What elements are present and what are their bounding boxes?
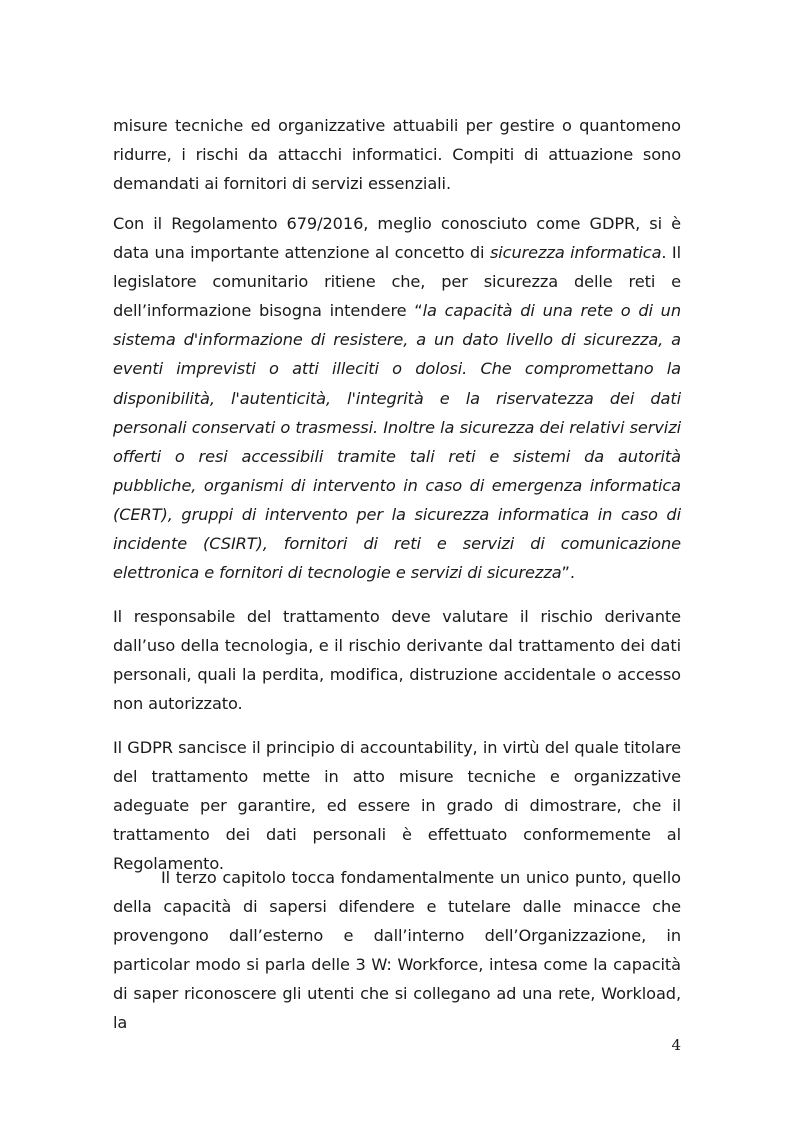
italic-term-sicurezza-informatica: sicurezza informatica	[489, 243, 662, 263]
paragraph-accountability: Il GDPR sancisce il principio di accountability, in virtù del quale titolare del trattamento mette in atto misure tecniche e organizzative adeguate per garantire, ed essere in grado di dimostrare, che il trattamento dei dati personali è effettuato conformemente al Regolamento.	[113, 738, 681, 874]
paragraph-third-chapter: Il terzo capitolo tocca fondamentalmente un unico punto, quello della capacità di sapersi difendere e tutelare dalle minacce che provengono dall’esterno e dall’interno dell’Organizzazione, in particolar modo si parla delle 3 W: Workforce, intesa come la capacità di saper riconoscere gli utenti che si collegano ad una rete, Workload, la	[113, 868, 681, 1033]
paragraph-gdpr-closing: ”.	[561, 563, 575, 583]
paragraph-security-measures: misure tecniche ed organizzative attuabili per gestire o quantomeno ridurre, i rischi da attacchi informatici. Compiti di attuazione sono demandati ai fornitori di servizi essenziali.	[113, 116, 681, 194]
italic-quotation: la capacità di una rete o di un sistema d'informazione di resistere, a un dato livello di sicurezza, a eventi imprevisti o atti illeciti o dolosi. Che compromettano la disponibilità, l'autenticità, l'integrità e la riservatezza dei dati personali conservati o trasmessi. Inoltre la sicurezza dei relativi servizi offerti o resi accessibili tramite tali reti e sistemi da autorità pubbliche, organismi di intervento in caso di emergenza informatica (CERT), gruppi di intervento per la sicurezza informatica in caso di incidente (CSIRT), fornitori di reti e servizi di comunicazione elettronica e fornitori di tecnologie e servizi di sicurezza	[113, 301, 681, 583]
paragraph-gdpr-intro: Con il Regolamento 679/2016, meglio conosciuto come GDPR, si è data una importante attenzione al concetto di	[113, 214, 681, 263]
page-number: 4	[671, 1036, 681, 1054]
paragraph-gdpr-security	[113, 209, 681, 587]
paragraph-risk-assessment: Il responsabile del trattamento deve valutare il rischio derivante dall’uso della tecnologia, e il rischio derivante dal trattamento dei dati personali, quali la perdita, modifica, distruzione accidentale o accesso non autorizzato.	[113, 607, 681, 714]
paragraph-gdpr-middle: . Il legislatore comunitario ritiene che, per sicurezza delle reti e dell’informazione bisogna intendere “	[113, 243, 681, 321]
